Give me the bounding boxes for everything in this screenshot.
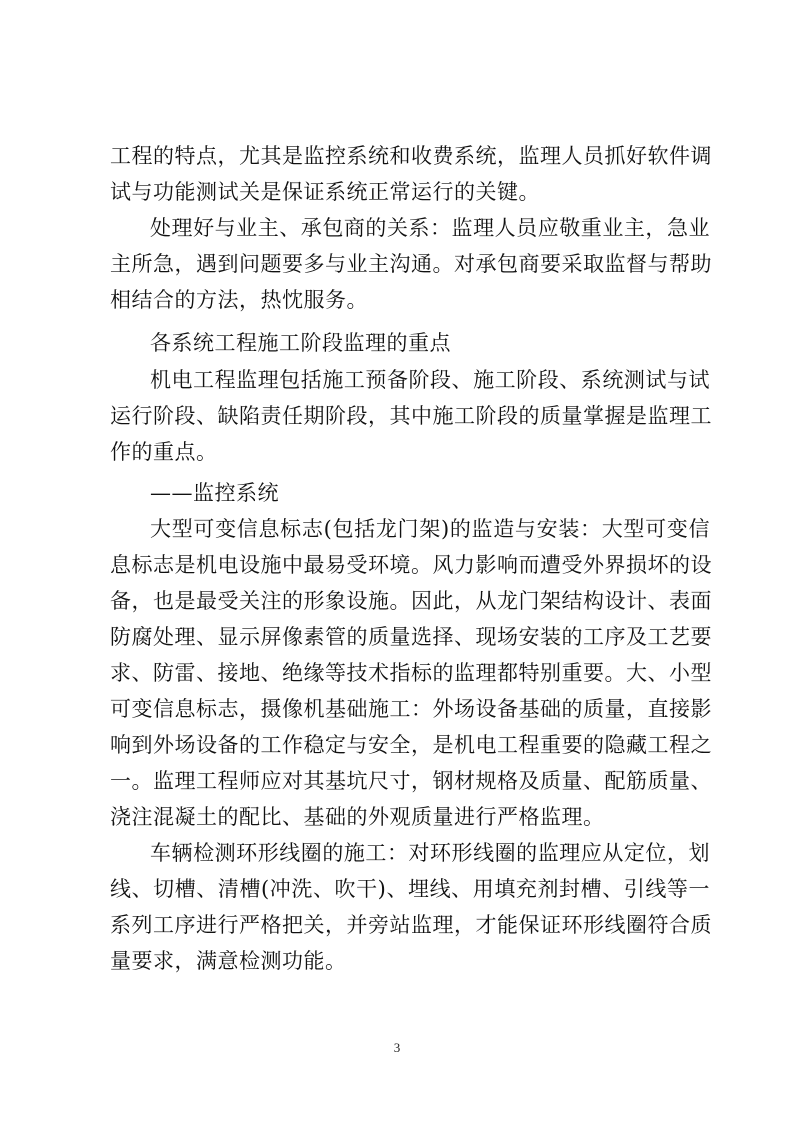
text-line: 量要求，满意检测功能。: [110, 949, 347, 973]
text-line: 工程的特点，尤其是监控系统和收费系统，监理人员抓好软件调: [110, 144, 712, 168]
text-line: 车辆检测环形线圈的施工：对环形线圈的监理应从定位，划: [150, 841, 710, 865]
text-line: 防腐处理、显示屏像素管的质量选择、现场安装的工序及工艺要: [110, 625, 712, 649]
subsection-heading: ——监控系统: [150, 481, 279, 505]
text-line: 线、切槽、清槽(冲洗、吹干)、埋线、用填充剂封槽、引线等一: [110, 877, 710, 901]
text-line: 试与功能测试关是保证系统正常运行的关键。: [110, 180, 540, 204]
text-line: 可变信息标志，摄像机基础施工：外场设备基础的质量，直接影: [110, 697, 712, 721]
text-line: 大型可变信息标志(包括龙门架)的监造与安装：大型可变信: [150, 517, 710, 541]
text-line: 一。监理工程师应对其基坑尺寸，钢材规格及质量、配筋质量、: [110, 769, 712, 793]
text-line: 作的重点。: [110, 440, 218, 464]
text-line: 求、防雷、接地、绝缘等技术指标的监理都特别重要。大、小型: [110, 661, 712, 685]
page-number: 3: [393, 1040, 401, 1055]
text-line: 系列工序进行严格把关，并旁站监理，才能保证环形线圈符合质: [110, 913, 712, 937]
text-line: 息标志是机电设施中最易受环境。风力影响而遭受外界损坏的设: [110, 553, 712, 577]
text-line: 备，也是最受关注的形象设施。因此，从龙门架结构设计、表面: [110, 589, 712, 613]
text-line: 运行阶段、缺陷责任期阶段，其中施工阶段的质量掌握是监理工: [110, 404, 712, 428]
text-line: 处理好与业主、承包商的关系：监理人员应敬重业主，急业: [150, 216, 710, 240]
text-line: 浇注混凝土的配比、基础的外观质量进行严格监理。: [110, 805, 605, 829]
text-line: 机电工程监理包括施工预备阶段、施工阶段、系统测试与试: [150, 368, 710, 392]
text-line: 响到外场设备的工作稳定与安全，是机电工程重要的隐藏工程之: [110, 733, 712, 757]
text-line: 相结合的方法，热忱服务。: [110, 288, 368, 312]
text-line: 主所急，遇到问题要多与业主沟通。对承包商要采取监督与帮助: [110, 252, 712, 276]
section-heading: 各系统工程施工阶段监理的重点: [150, 331, 451, 355]
